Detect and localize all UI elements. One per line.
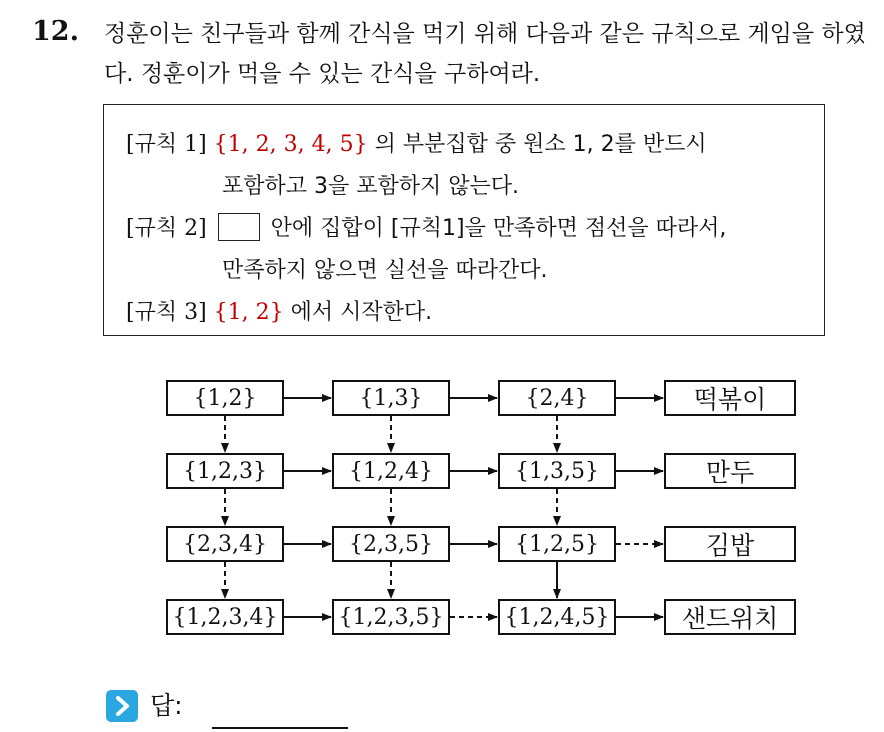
rule-3-set: {1, 2} bbox=[213, 300, 284, 325]
set-node: {2,4} bbox=[498, 380, 616, 416]
set-node: {1,2,5} bbox=[498, 526, 616, 562]
rule-2-text-b: 만족하지 않으면 실선을 따라간다. bbox=[222, 258, 548, 283]
answer-label: 답: bbox=[150, 691, 183, 720]
set-node: {1,3} bbox=[332, 380, 450, 416]
snack-node: 샌드위치 bbox=[664, 599, 796, 635]
set-node: {1,2,4,5} bbox=[498, 599, 616, 635]
rule-1-label: [규칙 1] bbox=[126, 132, 207, 157]
set-node: {1,2,3,4} bbox=[166, 599, 284, 635]
snack-node: 만두 bbox=[664, 453, 796, 489]
answer-input[interactable] bbox=[212, 727, 348, 729]
question-text: 정훈이는 친구들과 함께 간식을 먹기 위해 다음과 같은 규칙으로 게임을 하였다. 정훈이가 먹을 수 있는 간식을 구하여라. bbox=[104, 21, 866, 87]
chevron-right-icon bbox=[106, 690, 138, 722]
set-node: {1,2,4} bbox=[332, 453, 450, 489]
snack-node: 김밥 bbox=[664, 526, 796, 562]
rule-1-set: {1, 2, 3, 4, 5} bbox=[213, 132, 368, 157]
set-node: {2,3,4} bbox=[166, 526, 284, 562]
rule-3-text: 에서 시작한다. bbox=[283, 300, 433, 325]
set-node: {1,2,3,5} bbox=[332, 599, 450, 635]
set-node: {1,2} bbox=[166, 380, 284, 416]
rule-3-label: [규칙 3] bbox=[126, 300, 207, 325]
set-node: {2,3,5} bbox=[332, 526, 450, 562]
question-number: 12. bbox=[32, 16, 79, 47]
rule-2-label: [규칙 2] bbox=[126, 216, 207, 241]
rule-2-text-a: 안에 집합이 [규칙1]을 만족하면 점선을 따라서, bbox=[263, 216, 727, 241]
snack-node: 떡볶이 bbox=[664, 380, 796, 416]
set-node: {1,2,3} bbox=[166, 453, 284, 489]
rule-1-text-a: 의 부분집합 중 원소 1, 2를 반드시 bbox=[367, 132, 707, 157]
rule-1-text-b: 포함하고 3을 포함하지 않는다. bbox=[222, 174, 519, 199]
set-node: {1,3,5} bbox=[498, 453, 616, 489]
